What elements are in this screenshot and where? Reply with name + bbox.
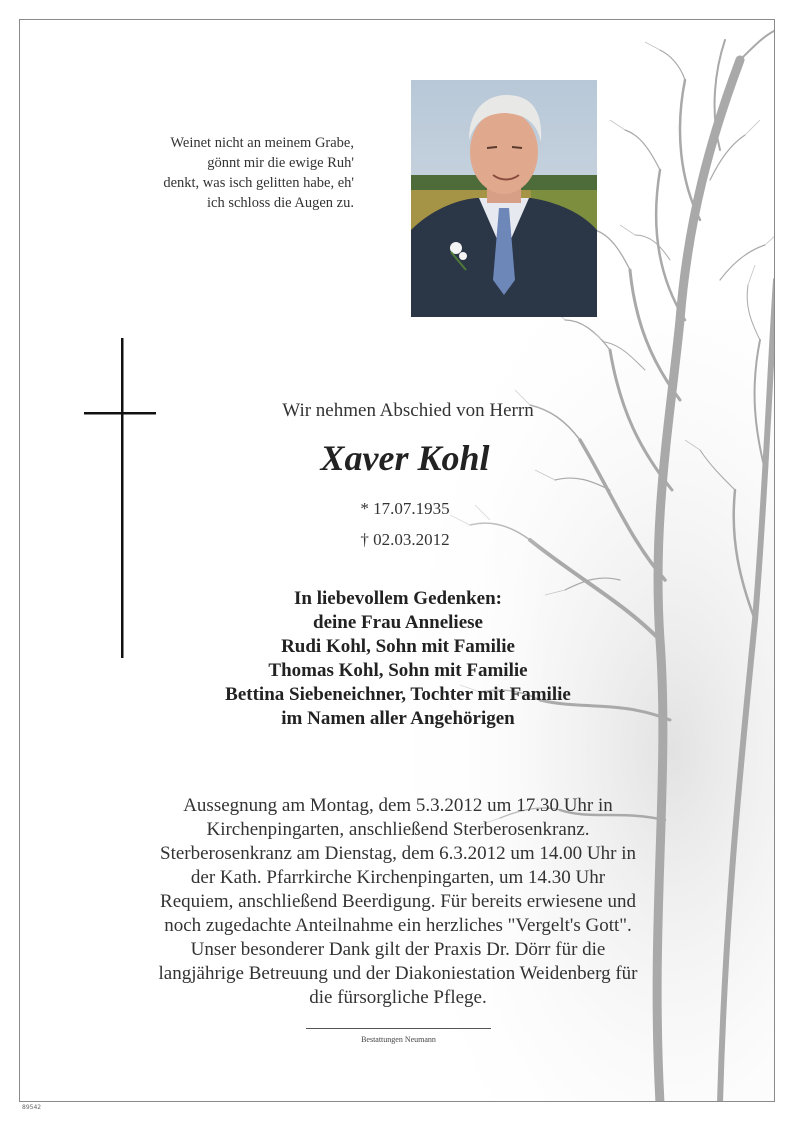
death-date: † 02.03.2012 (360, 530, 450, 549)
poem-line: ich schloss die Augen zu. (207, 195, 354, 211)
ceremony-line: Sterberosenkranz am Dienstag, dem 6.3.2012 um 14.00 Uhr in (160, 843, 636, 864)
ceremony-line: der Kath. Pfarrkirche Kirchenpingarten, um 14.30 Uhr (190, 867, 606, 888)
portrait-photo (411, 80, 597, 317)
mourners-line: deine Frau Anneliese (313, 612, 483, 633)
print-code: 89542 (22, 1104, 42, 1111)
poem-line: denkt, was isch gelitten habe, eh' (163, 175, 354, 191)
ceremony-line: langjährige Betreuung und der Diakoniestation Weidenberg für (158, 963, 638, 984)
mourners-line: im Namen aller Angehörigen (281, 708, 515, 729)
ceremony-line: Kirchenpingarten, anschließend Sterberosenkranz. (206, 819, 590, 840)
poem-line: gönnt mir die ewige Ruh' (207, 155, 354, 171)
ceremony-line: die fürsorgliche Pflege. (309, 987, 487, 1008)
farewell-headline-text: Wir nehmen Abschied von Herrn (282, 400, 534, 421)
farewell-headline (20, 400, 775, 422)
portrait-illustration (411, 80, 597, 317)
ceremony-line: Aussegnung am Montag, dem 5.3.2012 um 17.30 Uhr in (183, 795, 613, 816)
poem-line: Weinet nicht an meinem Grabe, (170, 135, 354, 151)
poem (54, 133, 354, 213)
ceremony-line: noch zugedachte Anteilnahme ein herzliches "Vergelt's Gott". (164, 915, 632, 936)
ceremony-details (120, 794, 676, 1010)
funeral-home-name: Bestattungen Neumann (361, 1035, 436, 1044)
obituary-card (19, 19, 775, 1102)
mourners-line: Thomas Kohl, Sohn mit Familie (268, 660, 528, 681)
life-dates (255, 493, 555, 555)
footer-divider (306, 1028, 491, 1029)
ceremony-line: Requiem, anschließend Beerdigung. Für bereits erwiesene und (160, 891, 636, 912)
mourners-list (20, 587, 775, 731)
birth-date: * 17.07.1935 (360, 499, 450, 518)
deceased-name: Xaver Kohl (320, 438, 490, 478)
ceremony-line: Unser besonderer Dank gilt der Praxis Dr. Dörr für die (190, 939, 606, 960)
mourners-line: Rudi Kohl, Sohn mit Familie (281, 636, 515, 657)
mourners-line: In liebevollem Gedenken: (294, 588, 502, 609)
mourners-line: Bettina Siebeneichner, Tochter mit Familie (225, 684, 571, 705)
